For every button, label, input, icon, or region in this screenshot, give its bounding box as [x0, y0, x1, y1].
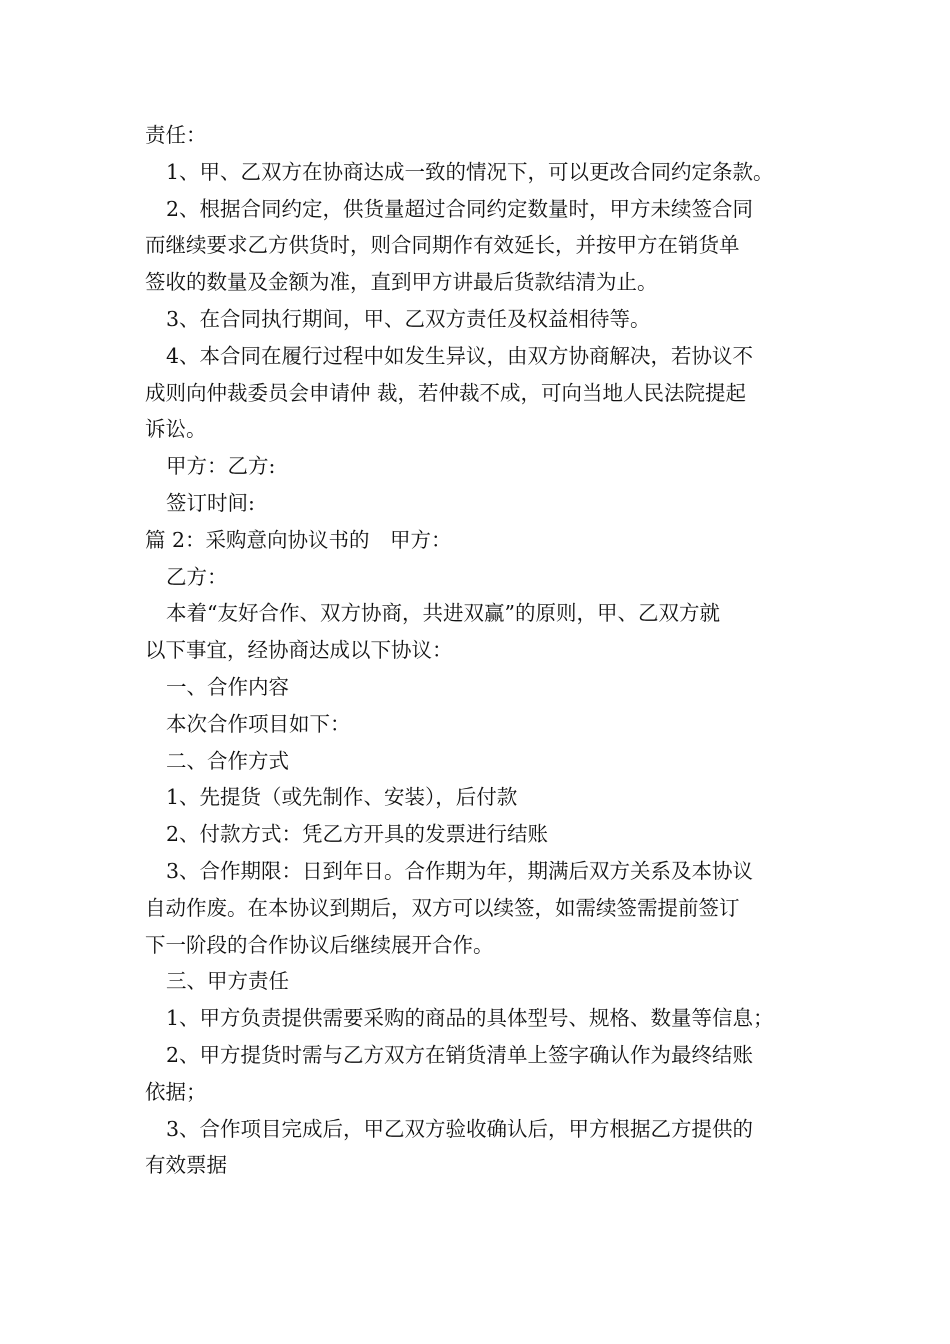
- text-line: 1、甲方负责提供需要采购的商品的具体型号、规格、数量等信息；: [166, 1006, 774, 1031]
- text-line: 成则向仲裁委员会申请仲 裁，若仲裁不成，可向当地人民法院提起: [145, 380, 747, 405]
- text-line: 本着“友好合作、双方协商，共进双赢”的原则，甲、乙双方就: [166, 601, 720, 626]
- text-line: 2、根据合同约定，供货量超过合同约定数量时，甲方未续签合同: [166, 196, 754, 221]
- text-line: 3、合作期限：日到年日。合作期为年，期满后双方关系及本协议: [166, 858, 754, 883]
- document-body: [145, 117, 815, 1184]
- text-line: 2、付款方式：凭乙方开具的发票进行结账: [166, 822, 549, 847]
- section-heading: 篇 2：采购意向协议书的 甲方：: [145, 527, 452, 552]
- text-line: 2、甲方提货时需与乙方双方在销货清单上签字确认作为最终结账: [166, 1042, 754, 1067]
- text-line: 本次合作项目如下：: [166, 711, 351, 736]
- text-line: 依据；: [145, 1079, 207, 1104]
- text-line: 而继续要求乙方供货时，则合同期作有效延长，并按甲方在销货单: [145, 233, 740, 258]
- text-line: 3、合作项目完成后，甲乙双方验收确认后，甲方根据乙方提供的: [166, 1116, 754, 1141]
- section-heading: 三、甲方责任: [166, 969, 289, 994]
- text-line: 乙方：: [166, 564, 228, 589]
- text-line: 下一阶段的合作协议后继续展开合作。: [145, 932, 494, 957]
- text-line: 3、在合同执行期间，甲、乙双方责任及权益相待等。: [166, 306, 651, 331]
- text-line: 4、本合同在履行过程中如发生异议，由双方协商解决，若协议不: [166, 343, 754, 368]
- text-line: 自动作废。在本协议到期后，双方可以续签，如需续签需提前签订: [145, 895, 740, 920]
- text-line: 1、甲、乙双方在协商达成一致的情况下，可以更改合同约定条款。: [166, 159, 774, 184]
- sign-date-line: 签订时间:: [166, 490, 255, 515]
- signature-line: 甲方：乙方:: [166, 454, 276, 479]
- section-heading: 一、合作内容: [166, 674, 289, 699]
- text-line: 1、先提货（或先制作、安装），后付款: [166, 785, 518, 810]
- text-line: 诉讼。: [145, 417, 207, 442]
- text-line: 有效票据: [145, 1153, 227, 1178]
- section-heading: 二、合作方式: [166, 748, 289, 773]
- text-line: 责任：: [145, 123, 207, 147]
- text-line: 签收的数量及金额为准，直到甲方讲最后货款结清为止。: [145, 270, 658, 295]
- text-line: 以下事宜，经协商达成以下协议：: [145, 638, 453, 663]
